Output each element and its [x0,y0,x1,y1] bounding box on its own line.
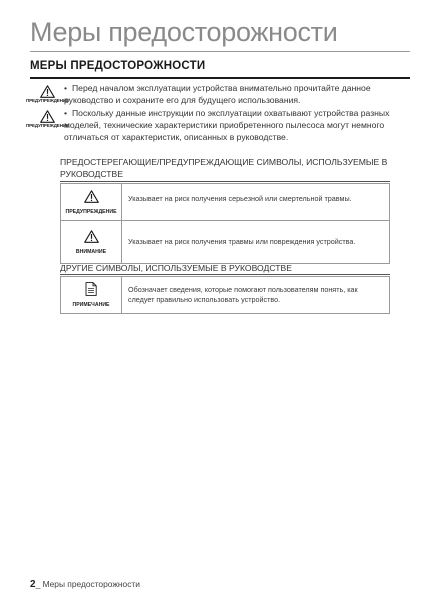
warning-caption: ПРЕДУПРЕЖДЕНИЕ [26,98,69,103]
warning-triangle-icon [40,85,55,98]
symbol-caption: ПРЕДУПРЕЖДЕНИЕ [65,208,117,215]
page-number: 2 [30,579,36,590]
symbol-description: Указывает на риск получения серьезной или смертельной травмы. [122,184,390,221]
bullet-text [64,82,422,106]
bullet-marker: • [64,83,68,93]
symbol-description: Обозначает сведения, которые помогают пользователям понять, как следует правильно использовать устройство. [122,277,390,314]
bullet-text [64,107,422,143]
symbol-icon-cell [61,277,122,314]
section-heading-rule [30,77,410,79]
warning-badge [26,110,69,128]
table-row [61,184,390,221]
bullet-marker: • [64,108,68,118]
other-symbols-table [60,276,390,314]
footer-section-name: Меры предосторожности [42,579,140,589]
warning-symbols-rule [60,181,390,182]
symbol-caption: ВНИМАНИЕ [75,248,107,255]
warning-badge [26,85,69,103]
symbol-icon-cell [61,184,122,221]
symbol-description: Указывает на риск получения травмы или повреждения устройства. [122,221,390,264]
symbol-icon-cell [61,221,122,264]
footer-separator: _ [35,579,41,589]
note-document-icon [85,282,97,296]
other-symbols-rule [60,274,390,275]
bullet-text-content: Перед началом эксплуатации устройства внимательно прочитайте данное руководство и сохраните его для будущего использования. [64,83,371,105]
precaution-bullet [26,107,420,147]
other-symbols-heading: ДРУГИЕ СИМВОЛЫ, ИСПОЛЬЗУЕМЫЕ В РУКОВОДСТВЕ [60,263,292,273]
warning-triangle-icon [40,110,55,123]
page-title: Меры предосторожности [30,17,338,47]
symbol-caption: ПРИМЕЧАНИЕ [72,302,110,308]
title-rule [30,51,410,52]
warning-symbols-table [60,183,390,264]
caution-triangle-icon [84,230,99,243]
table-row [61,277,390,314]
warning-symbols-heading: ПРЕДОСТЕРЕГАЮЩИЕ/ПРЕДУПРЕЖДАЮЩИЕ СИМВОЛЫ, ИСПОЛЬЗУЕМЫЕ В РУКОВОДСТВЕ [60,157,388,179]
page-footer [30,579,140,590]
table-row [61,221,390,264]
bullet-text-content: Поскольку данные инструкции по эксплуатации охватывают устройства разных моделей, технические характеристики приобретенного пылесоса могут немного отличаться от характеристик, описанных в руководстве. [64,108,390,142]
section-heading: МЕРЫ ПРЕДОСТОРОЖНОСТИ [30,60,206,72]
warning-caption: ПРЕДУПРЕЖДЕНИЕ [26,123,69,128]
warning-triangle-icon [84,190,99,203]
